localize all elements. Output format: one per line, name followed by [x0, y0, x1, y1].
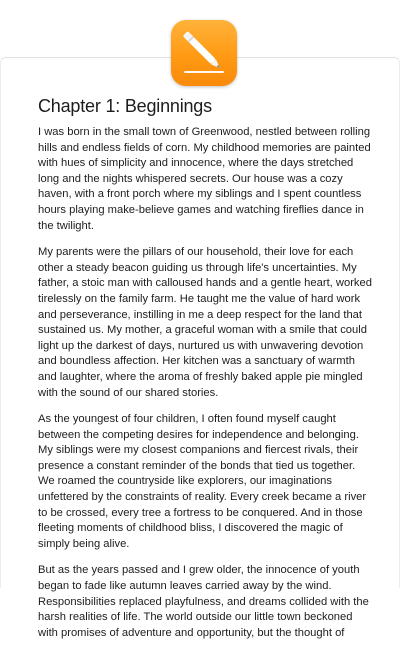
document-body — [38, 125, 372, 652]
paragraph: I was born in the small town of Greenwood, nestled between rolling hills and endless fields of corn. My childhood memories are painted with hues of simplicity and innocence, where the days stretched long and the nights whispered secrets. Our house was a cozy haven, with a front porch where my siblings and I spent countless hours playing make-believe games and watching fireflies dance in the twilight. — [38, 126, 371, 232]
chapter-title: Chapter 1: Beginnings — [38, 96, 212, 116]
pen-icon — [171, 20, 237, 86]
paragraph: As the youngest of four children, I often found myself caught between the competing desires for independence and belonging. My siblings were my closest companions and fiercest rivals, their presence a constant reminder of the bonds that tied us together. We roamed the countryside like explorers, our imaginations unfettered by the constraints of reality. Every creek became a river to be crossed, every tree a fortress to be conquered. And in those fleeting moments of childhood bliss, I discovered the magic of simply being alive. — [38, 413, 367, 550]
paragraph: But as the years passed and I grew older, the innocence of youth began to fade like autumn leaves carried away by the wind. Responsibilities replaced playfulness, and dreams collided with the harsh realities of life. The world outside our little town beckoned with promises of adventure and opportunity, but the thought of — [38, 564, 369, 639]
pages-app-icon — [171, 20, 237, 86]
paragraph: My parents were the pillars of our household, their love for each other a steady beacon guiding us through life's uncertainties. My father, a stoic man with calloused hands and a gentle heart, worked tirelessly on the family farm. He taught me the value of hard work and perseverance, instilling in me a deep respect for the land that sustained us. My mother, a graceful woman with a smile that could light up the darkest of days, nurtured us with unwavering devotion and boundless affection. Her kitchen was a sanctuary of warmth and laughter, where the aroma of freshly baked apple pie mingled with the sound of our shared stories. — [38, 246, 372, 399]
